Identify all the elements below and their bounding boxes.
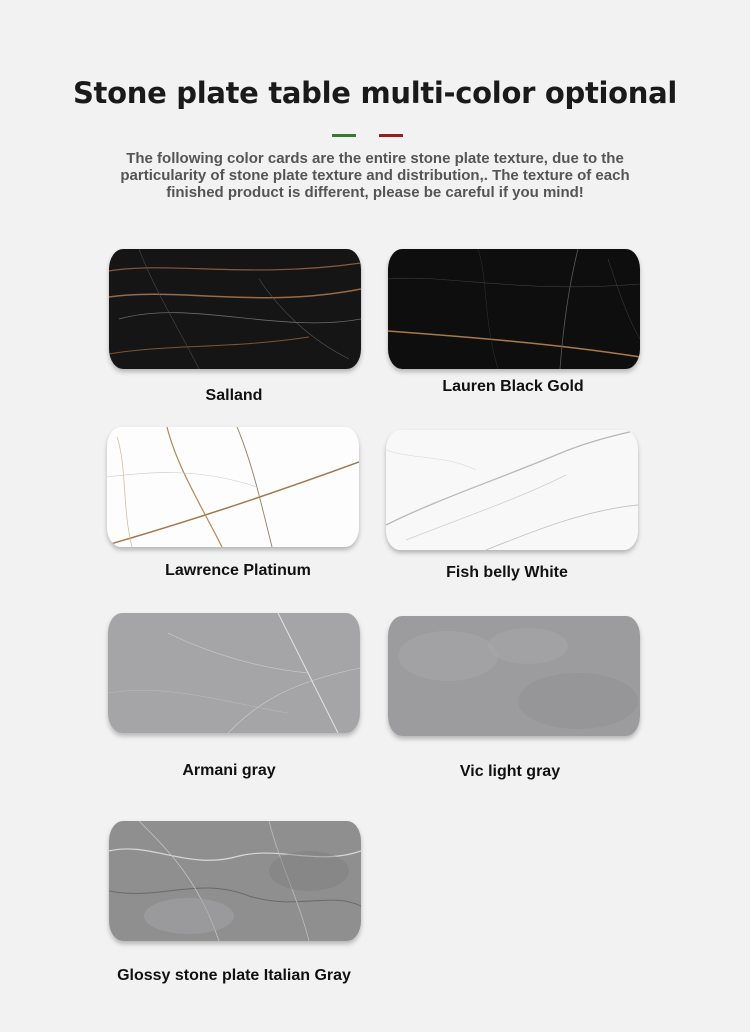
stone-sample-lauren-black-gold (388, 249, 640, 369)
swatch-card-lauren-black-gold (388, 249, 638, 419)
stone-sample-italian-gray (109, 821, 361, 941)
stone-sample-vic-light-gray (388, 616, 640, 736)
flag-stripe-green (332, 134, 356, 137)
swatch-label: Glossy stone plate Italian Gray (117, 967, 351, 984)
page-title: Stone plate table multi-color optional (72, 76, 678, 110)
stone-sample-lawrence-platinum (107, 427, 359, 547)
swatch-card-italian-gray (109, 821, 359, 991)
swatch-label: Lawrence Platinum (165, 562, 311, 579)
swatch-label: Fish belly White (446, 564, 568, 581)
swatch-card-vic-light-gray (388, 616, 638, 786)
stone-sample-fish-belly-white (386, 430, 638, 550)
swatch-label: Vic light gray (459, 763, 561, 780)
intro-text: The following color cards are the entire stone plate texture, due to the particularity of stone plate texture and distribution,. The texture of each finished product is different, please be careful if you mind! (120, 150, 630, 201)
swatch-card-salland (109, 249, 359, 409)
swatch-card-armani-gray (108, 613, 358, 783)
stone-sample-salland (109, 249, 361, 369)
swatch-card-lawrence-platinum (107, 427, 357, 607)
stone-sample-armani-gray (108, 613, 360, 733)
swatch-label: Armani gray (182, 762, 276, 779)
swatch-label: Lauren Black Gold (442, 378, 584, 395)
flag-stripe-red (379, 134, 403, 137)
swatch-card-fish-belly-white (386, 430, 636, 610)
swatch-label: Salland (205, 387, 263, 404)
